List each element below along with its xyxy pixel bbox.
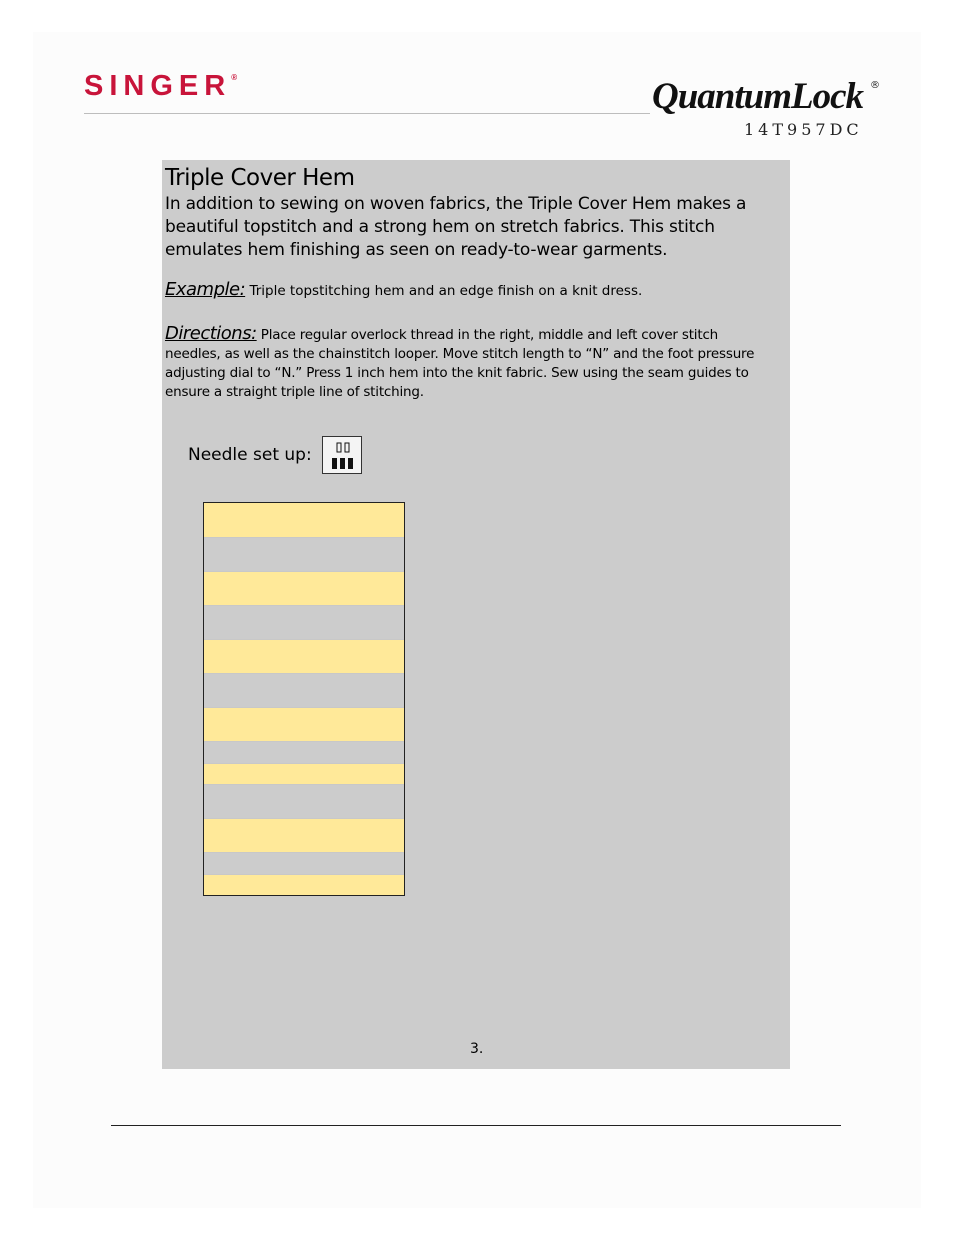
- needle-setup-icon: [322, 436, 362, 474]
- example-line: [165, 279, 775, 300]
- table-row: [204, 742, 404, 764]
- header-rule: [84, 113, 650, 114]
- table-row: [204, 606, 404, 640]
- directions-text: Place regular overlock thread in the right, middle and left cover stitch needles, as well as the chainstitch looper. Move stitch length to “N” and the foot pressure adjusting dial to “N.” Press 1 inch hem into the knit fabric. Sew using the seam guides to ensure a straight triple line of stitching.: [165, 327, 755, 400]
- product-registered-mark: ®: [870, 80, 880, 91]
- page-number: 3.: [470, 1041, 484, 1057]
- directions-block: [165, 324, 777, 402]
- directions-label: Directions:: [165, 323, 257, 344]
- table-row: [204, 764, 404, 785]
- example-text: Triple topstitching hem and an edge finish on a knit dress.: [249, 283, 643, 299]
- table-row: [204, 875, 404, 896]
- stitch-settings-table: [203, 502, 405, 896]
- needle-setup-label: Needle set up:: [188, 445, 312, 465]
- table-row: [204, 819, 404, 853]
- section-intro: In addition to sewing on woven fabrics, the Triple Cover Hem makes a beautiful topstitch and a strong hem on stretch fabrics. This stitch emulates hem finishing as seen on ready-to-wear garments.: [165, 194, 747, 260]
- example-label: Example:: [165, 279, 246, 300]
- table-row: [204, 708, 404, 742]
- product-logo: QuantumLock: [652, 76, 864, 117]
- table-row: [204, 503, 404, 538]
- table-row: [204, 640, 404, 674]
- table-row: [204, 538, 404, 572]
- singer-logo: SINGER®: [84, 70, 238, 102]
- table-row: [204, 674, 404, 708]
- table-row: [204, 853, 404, 875]
- table-row: [204, 785, 404, 819]
- model-number: 14T957DC: [744, 120, 863, 139]
- section-title: Triple Cover Hem: [165, 165, 355, 191]
- table-row: [204, 572, 404, 606]
- footer-rule: [111, 1125, 841, 1126]
